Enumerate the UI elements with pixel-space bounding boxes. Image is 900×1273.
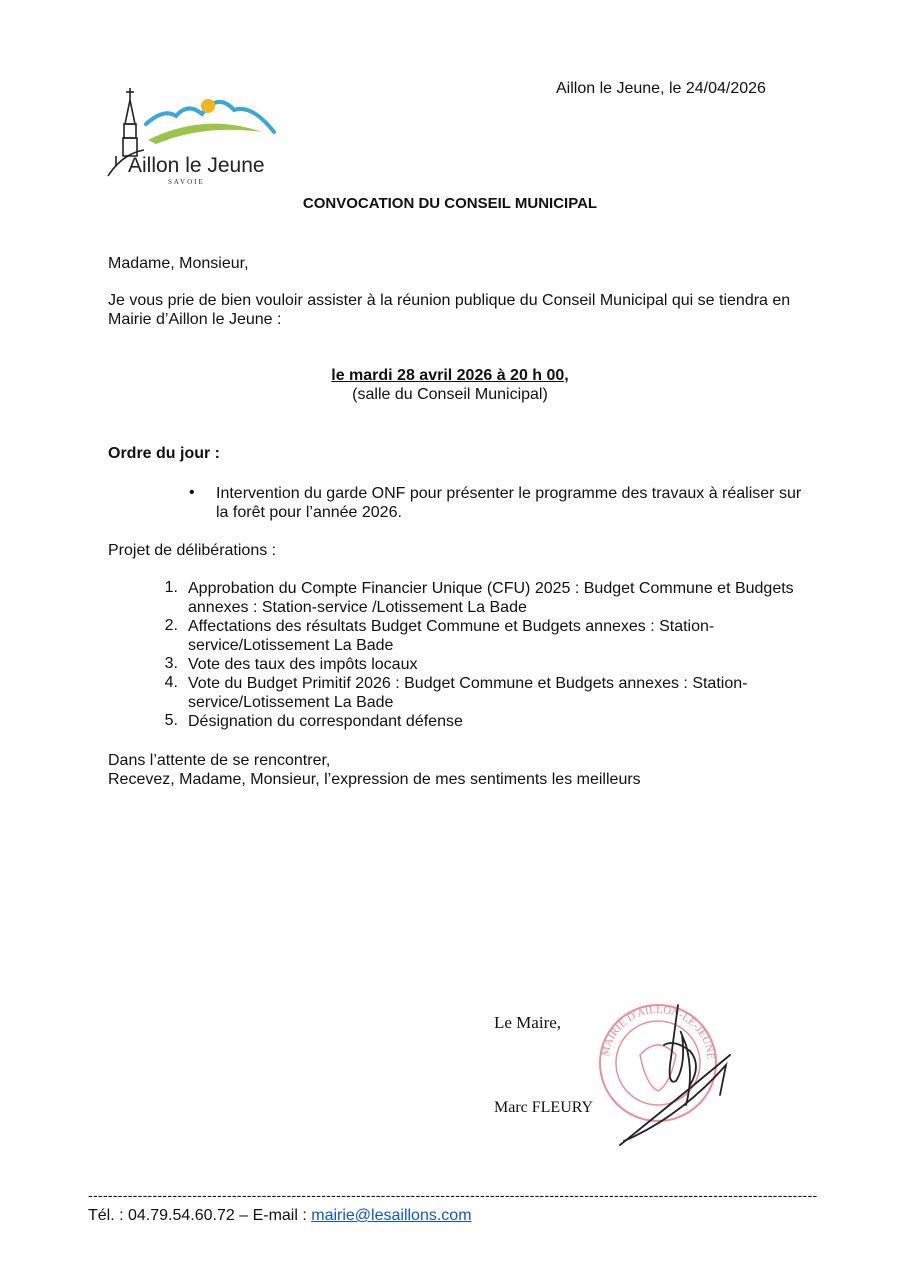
list-item: Vote des taux des impôts locaux — [188, 656, 418, 673]
greeting: Madame, Monsieur, — [108, 255, 249, 272]
list-item-number: 2. — [164, 617, 178, 634]
agenda-item: Intervention du garde ONF pour présenter le programme des travaux à réaliser sur la forêt pour l’année 2026. — [216, 485, 802, 521]
meeting-room: (salle du Conseil Municipal) — [352, 386, 548, 403]
list-item: Approbation du Compte Financier Unique (CFU) 2025 : Budget Commune et Budgets annexes : Station-service /Lotissement La Bade — [188, 580, 794, 616]
list-item: Vote du Budget Primitif 2026 : Budget Commune et Budgets annexes : Station-service/Lotissement La Bade — [188, 675, 748, 711]
sun-shape — [201, 99, 215, 113]
list-item-number: 4. — [164, 674, 178, 691]
logo-name: Aillon le Jeune — [128, 154, 265, 177]
footer-phone: Tél. : 04.79.54.60.72 – E-mail : — [88, 1207, 312, 1224]
page-title: CONVOCATION DU CONSEIL MUNICIPAL — [302, 195, 598, 212]
footer-contact — [88, 1207, 472, 1225]
list-item: Désignation du correspondant défense — [188, 713, 463, 730]
deliberations-heading: Projet de délibérations : — [108, 542, 277, 559]
date-line: Aillon le Jeune, le 24/04/2026 — [556, 80, 766, 97]
list-item-number: 1. — [164, 579, 178, 596]
closing — [108, 751, 808, 789]
list-item-number: 5. — [164, 712, 178, 729]
signature-name: Marc FLEURY — [494, 1099, 594, 1116]
intro-paragraph: Je vous prie de bien vouloir assister à la réunion publique du Conseil Municipal qui se tiendra en Mairie d’Aillon le Jeune : — [108, 292, 791, 328]
list-item: Affectations des résultats Budget Commune et Budgets annexes : Station-service/Lotissement La Bade — [188, 618, 715, 654]
stamp-text: MAIRIE D'AILLON-LE-JEUNE — [599, 1003, 717, 1061]
commune-logo — [104, 84, 284, 188]
closing-line-1: Dans l’attente de se rencontrer, — [108, 752, 331, 769]
footer-divider: --------------------------------------------------------------------------------------------------------------------------------------------------- — [88, 1187, 818, 1203]
bullet-icon: • — [189, 484, 195, 501]
mayor-stamp — [590, 995, 750, 1155]
meeting-date: le mardi 28 avril 2026 à 20 h 00, — [331, 367, 569, 384]
list-item-number: 3. — [164, 655, 178, 672]
closing-line-2: Recevez, Madame, Monsieur, l’expression de mes sentiments les meilleurs — [108, 771, 641, 788]
logo-sub: SAVOIE — [168, 178, 205, 186]
email-link[interactable]: mairie@lesaillons.com — [311, 1207, 472, 1224]
signature-title: Le Maire, — [494, 1013, 562, 1032]
hill-shape — [148, 124, 262, 144]
agenda-heading: Ordre du jour : — [108, 445, 220, 462]
handwritten-signature — [620, 1005, 730, 1145]
